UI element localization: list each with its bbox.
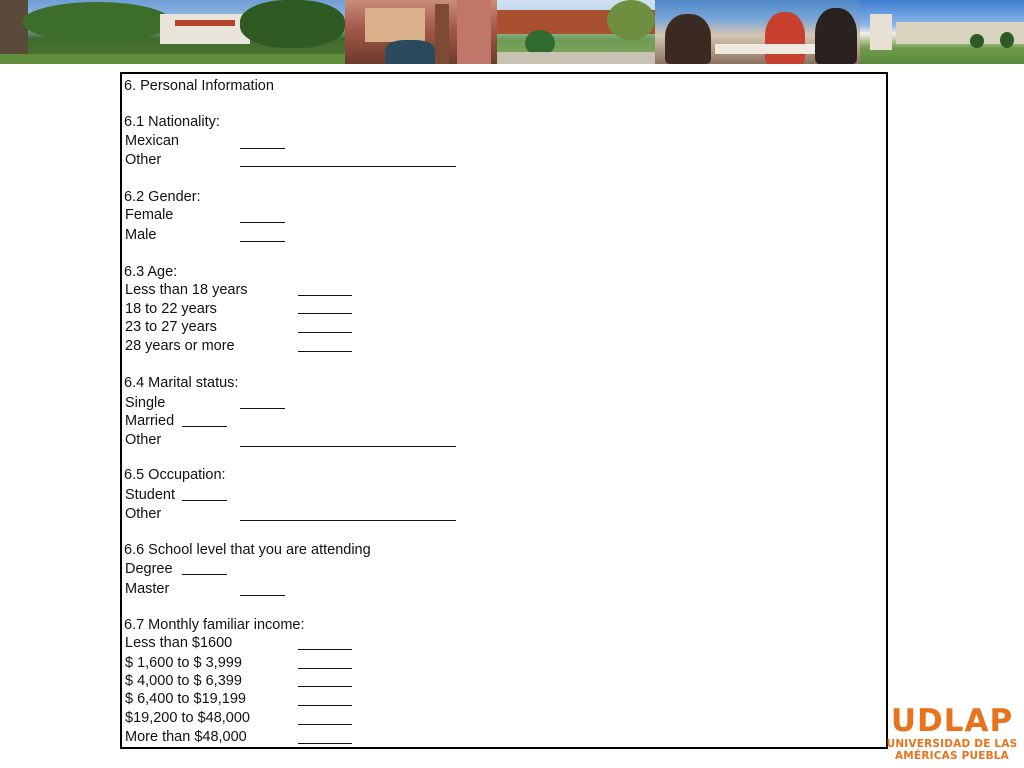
personal-information-form [120, 72, 888, 749]
income-blank[interactable] [298, 743, 352, 744]
age-blank[interactable] [298, 313, 352, 314]
nationality-other-blank[interactable] [240, 166, 456, 167]
nationality-option-mexican: Mexican [125, 133, 179, 149]
marital-married-blank[interactable] [182, 426, 227, 427]
income-option: More than $48,000 [125, 729, 247, 745]
income-option: $ 6,400 to $19,199 [125, 691, 246, 707]
occupation-other-blank[interactable] [240, 520, 456, 521]
gender-female-blank[interactable] [240, 222, 285, 223]
income-option: $19,200 to $48,000 [125, 710, 250, 726]
campus-building-photo [0, 0, 345, 64]
campus-garden-photo [497, 0, 655, 64]
occupation-option-other: Other [125, 506, 162, 522]
marital-option-other: Other [125, 432, 162, 448]
age-blank[interactable] [298, 295, 352, 296]
income-blank[interactable] [298, 686, 352, 687]
income-option: $ 1,600 to $ 3,999 [125, 655, 242, 671]
occupation-heading: 6.5 Occupation: [124, 467, 226, 483]
income-blank[interactable] [298, 649, 352, 650]
nationality-mexican-blank[interactable] [240, 148, 285, 149]
income-blank[interactable] [298, 668, 352, 669]
income-option: $ 4,000 to $ 6,399 [125, 673, 242, 689]
age-option: Less than 18 years [125, 282, 248, 298]
school-option-master: Master [125, 581, 170, 597]
school-degree-blank[interactable] [182, 574, 227, 575]
students-cafe-photo [655, 0, 860, 64]
marital-single-blank[interactable] [240, 408, 285, 409]
gender-heading: 6.2 Gender: [124, 189, 201, 205]
marital-other-blank[interactable] [240, 446, 456, 447]
nationality-option-other: Other [125, 152, 162, 168]
form-title: 6. Personal Information [124, 78, 274, 94]
age-blank[interactable] [298, 332, 352, 333]
age-option: 28 years or more [125, 338, 235, 354]
age-option: 18 to 22 years [125, 301, 217, 317]
library-interior-photo [345, 0, 497, 64]
logo-university-line1: UNIVERSIDAD DE LAS [886, 738, 1018, 750]
gender-option-male: Male [125, 227, 157, 243]
income-blank[interactable] [298, 724, 352, 725]
gender-option-female: Female [125, 207, 174, 223]
gender-male-blank[interactable] [240, 241, 285, 242]
occupation-option-student: Student [125, 487, 175, 503]
nationality-heading: 6.1 Nationality: [124, 114, 220, 130]
income-blank[interactable] [298, 705, 352, 706]
marital-option-single: Single [125, 395, 166, 411]
age-option: 23 to 27 years [125, 319, 217, 335]
campus-lawn-photo [860, 0, 1024, 64]
logo-university-line2: AMÉRICAS PUEBLA [894, 750, 1009, 762]
occupation-student-blank[interactable] [182, 500, 227, 501]
school-master-blank[interactable] [240, 595, 285, 596]
income-option: Less than $1600 [125, 635, 233, 651]
marital-option-married: Married [125, 413, 175, 429]
income-heading: 6.7 Monthly familiar income: [124, 617, 305, 633]
school-heading: 6.6 School level that you are attending [124, 542, 371, 558]
logo-wordmark: UDLAP [890, 703, 1014, 739]
age-blank[interactable] [298, 351, 352, 352]
age-heading: 6.3 Age: [124, 264, 178, 280]
udlap-logo [882, 704, 1022, 766]
marital-heading: 6.4 Marital status: [124, 375, 239, 391]
school-option-degree: Degree [125, 561, 173, 577]
photo-banner [0, 0, 1024, 64]
